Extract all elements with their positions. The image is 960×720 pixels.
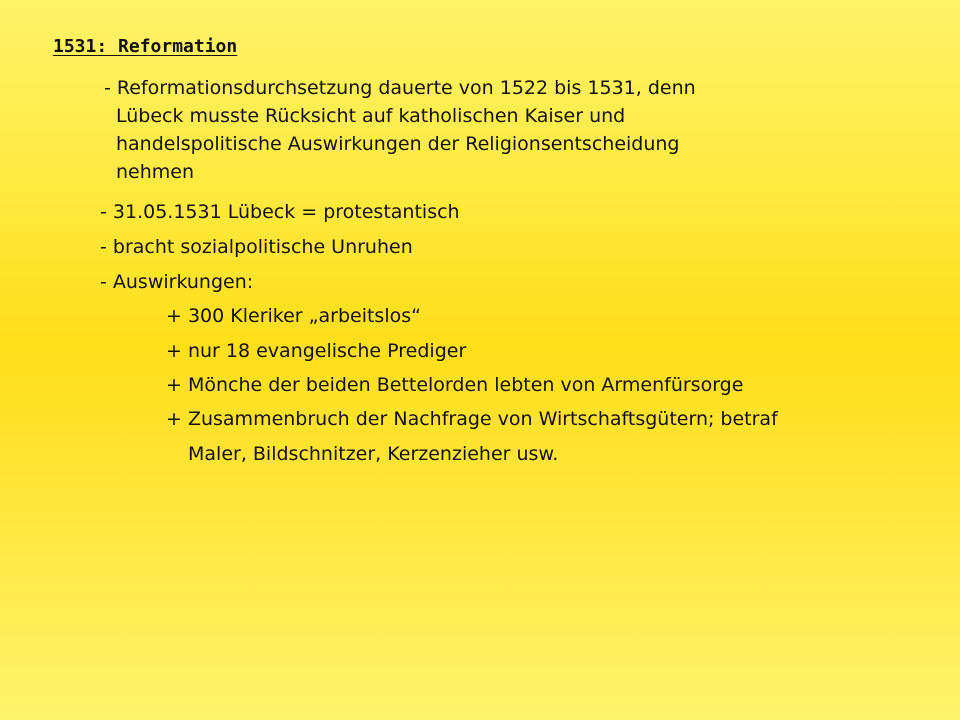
slide-title: 1531: Reformation bbox=[53, 36, 238, 57]
sub-bullet-preachers: + nur 18 evangelische Prediger bbox=[166, 340, 467, 362]
intro-line-2: Lübeck musste Rücksicht auf katholischen Kaiser und bbox=[116, 105, 626, 127]
sub-bullet-demand: + Zusammenbruch der Nachfrage von Wirtschaftsgütern; betraf bbox=[166, 408, 778, 430]
bullet-date: - 31.05.1531 Lübeck = protestantisch bbox=[100, 201, 460, 223]
intro-paragraph bbox=[104, 74, 864, 186]
bullet-effects: - Auswirkungen: bbox=[100, 271, 254, 293]
intro-line-4: nehmen bbox=[116, 161, 195, 183]
intro-line-3: handelspolitische Auswirkungen der Religionsentscheidung bbox=[116, 133, 680, 155]
sub-bullet-continuation: Maler, Bildschnitzer, Kerzenzieher usw. bbox=[188, 443, 559, 465]
bullet-unrest: - bracht sozialpolitische Unruhen bbox=[100, 236, 413, 258]
sub-bullet-monks: + Mönche der beiden Bettelorden lebten von Armenfürsorge bbox=[166, 374, 744, 396]
intro-line-1: - Reformationsdurchsetzung dauerte von 1522 bis 1531, denn bbox=[104, 77, 696, 99]
sub-bullet-clerics: + 300 Kleriker „arbeitslos“ bbox=[166, 305, 421, 327]
